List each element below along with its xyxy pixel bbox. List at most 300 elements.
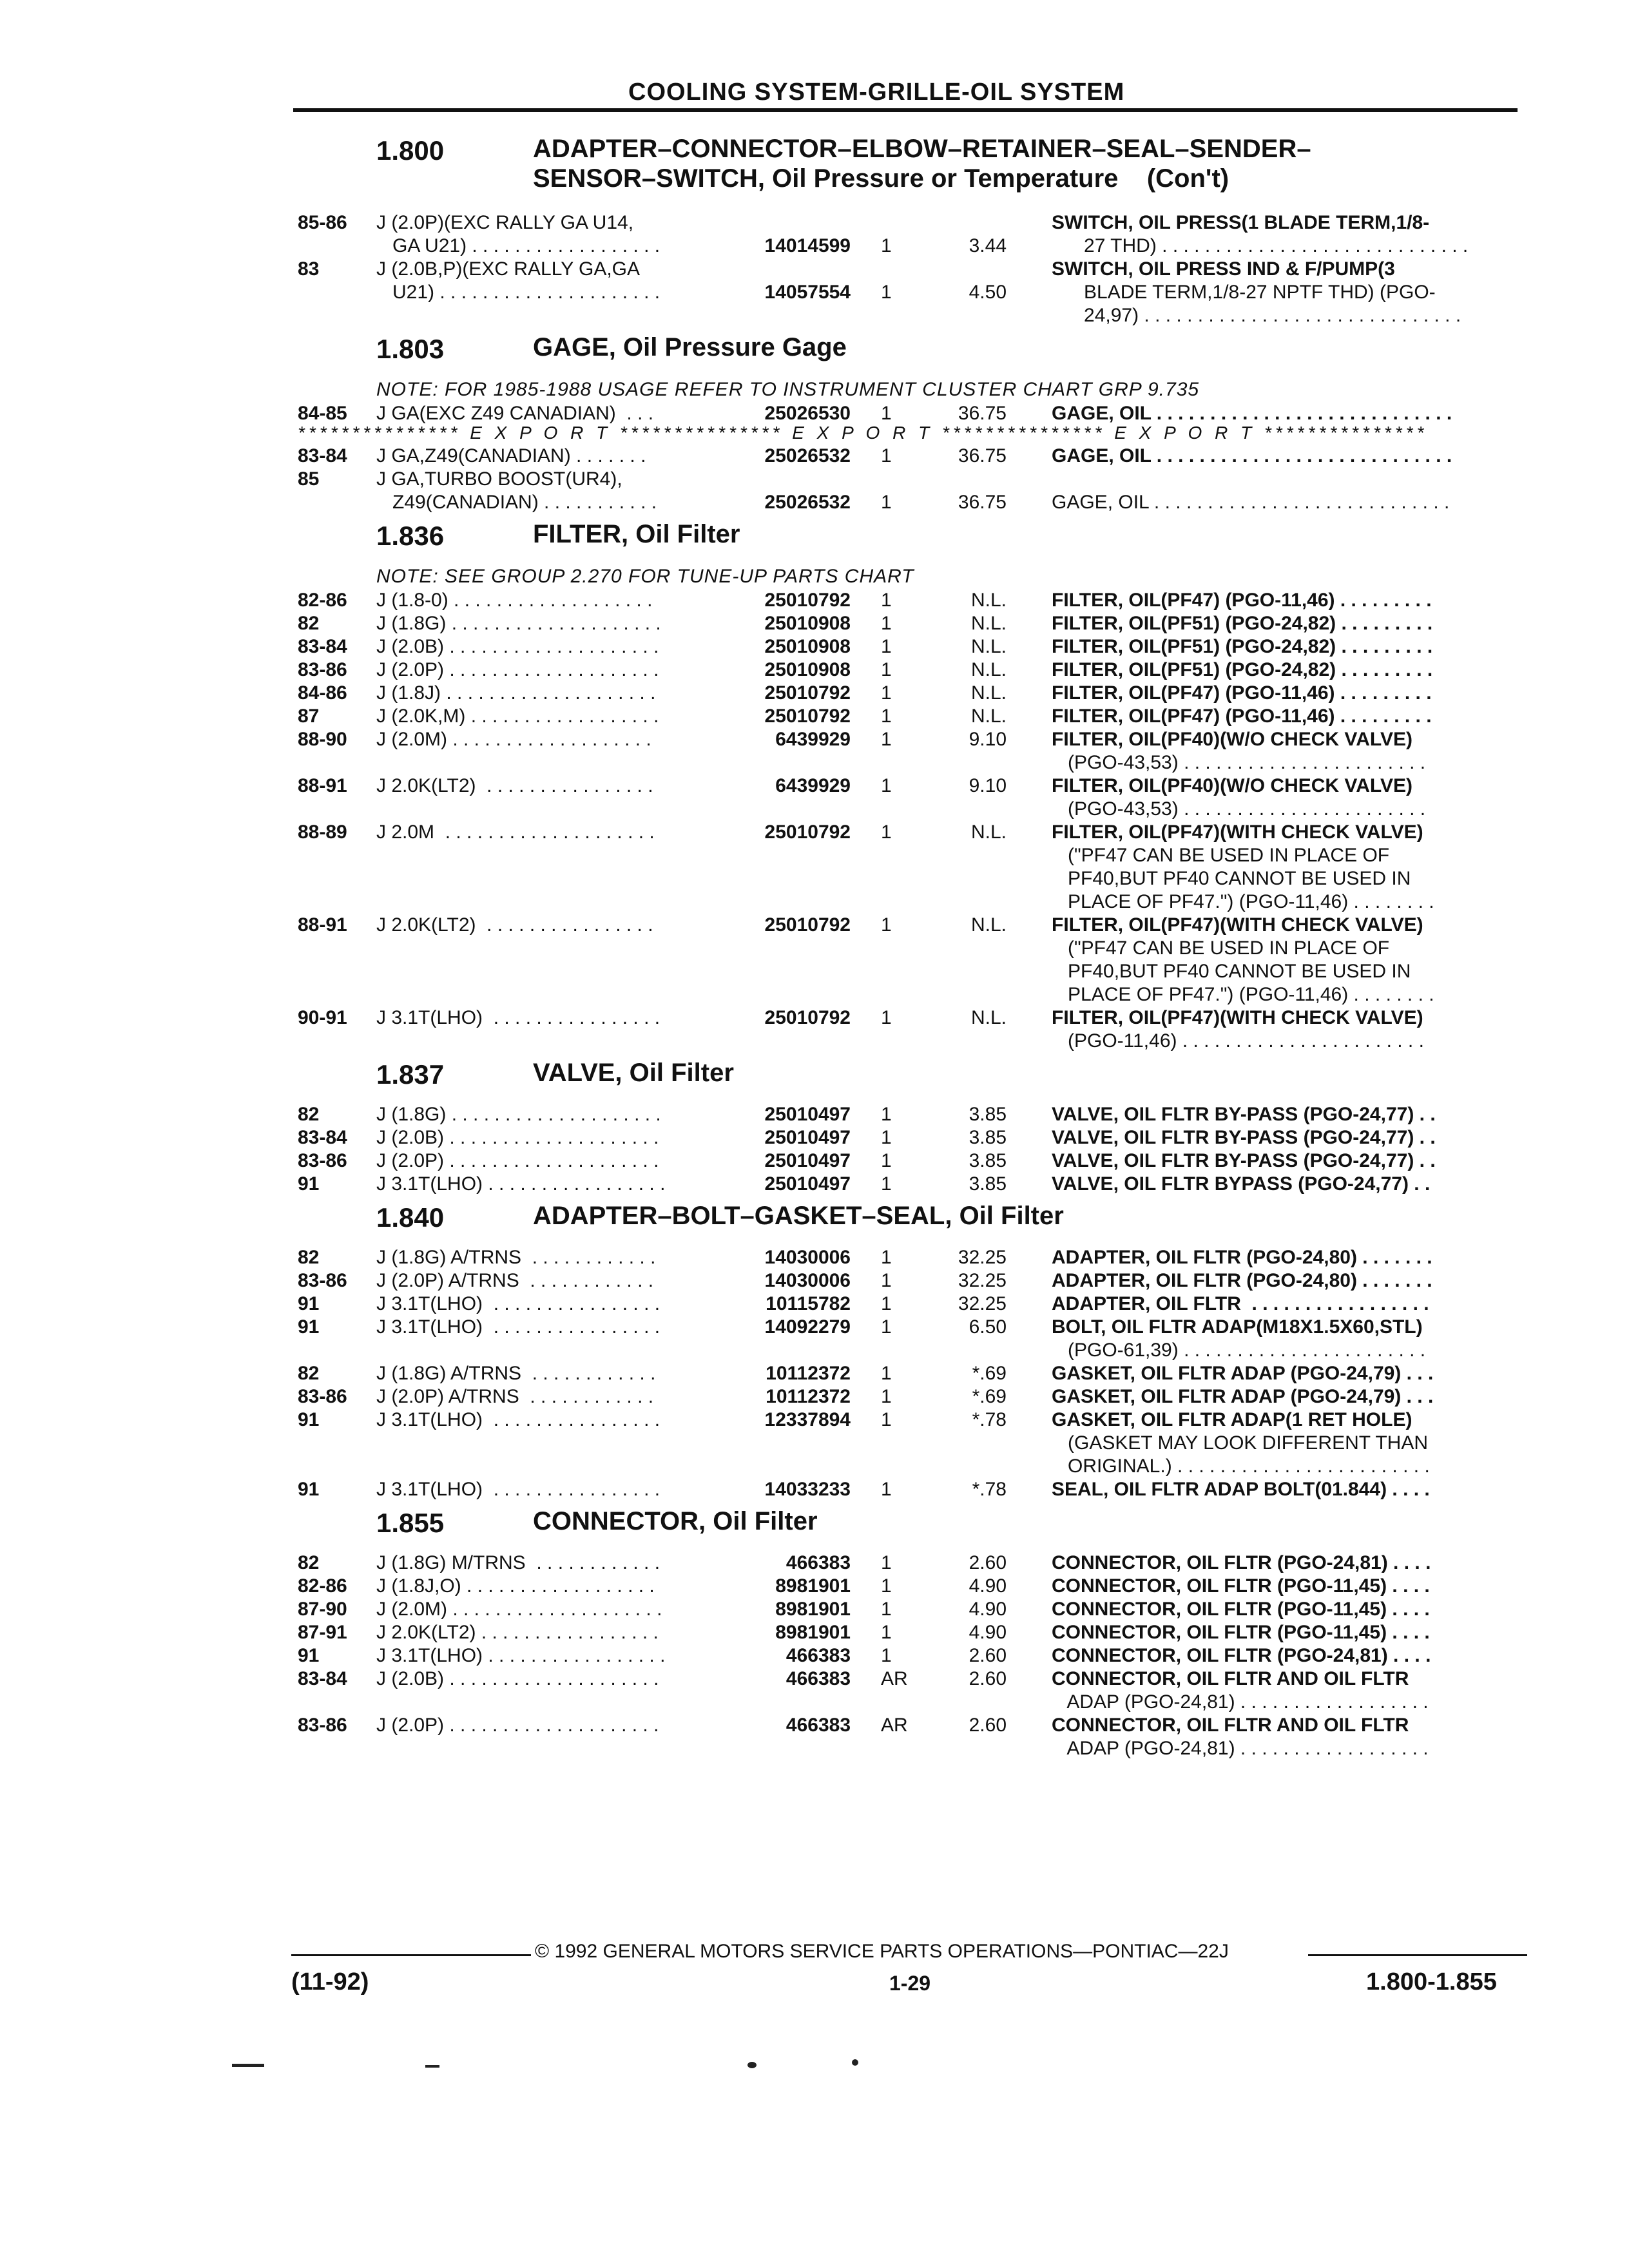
section-title-line: GAGE, Oil Pressure Gage [533,333,847,361]
section-title-line: CONNECTOR, Oil Filter [533,1507,818,1535]
description-line: CONNECTOR, OIL FLTR AND OIL FLTR [1052,1668,1409,1689]
model-year: 88-89 [298,822,347,843]
part-number: 8981901 [775,1575,851,1597]
description-line: SWITCH, OIL PRESS(1 BLADE TERM,1/8- [1052,212,1430,233]
quantity: 1 [881,1104,892,1125]
quantity: 1 [881,492,892,513]
model-line: J 2.0K(LT2) . . . . . . . . . . . . . . . . [376,775,653,796]
section-number: 1.800 [376,135,445,166]
price: 4.90 [969,1622,1007,1643]
part-number: 25010497 [764,1150,851,1171]
part-number: 8981901 [775,1599,851,1620]
description-line: ("PF47 CAN BE USED IN PLACE OF [1052,937,1390,959]
model-year: 82 [298,1363,320,1384]
table-row [298,1006,1528,1053]
part-number: 8981901 [775,1622,851,1643]
model-year: 83-84 [298,1668,347,1689]
part-description [1052,1478,1525,1501]
footer-revision: (11-92) [291,1968,369,1995]
section-title [533,134,1499,193]
price: *.78 [972,1479,1007,1500]
part-description [1052,1246,1525,1269]
table-row [298,658,1528,682]
description-line: ADAPTER, OIL FLTR (PGO-24,80) . . . . . . . [1052,1270,1432,1291]
model-line: J (1.8J,O) . . . . . . . . . . . . . . . . . . [376,1575,655,1597]
description-line: FILTER, OIL(PF51) (PGO-24,82) . . . . . . . . . [1052,659,1433,680]
footer-copyright: © 1992 GENERAL MOTORS SERVICE PARTS OPERATIONS—PONTIAC—22J [535,1941,1229,1962]
description-line: (PGO-43,53) . . . . . . . . . . . . . . . . . . . . . . . [1052,752,1426,773]
price: N.L. [970,613,1007,634]
description-line: CONNECTOR, OIL FLTR AND OIL FLTR [1052,1715,1409,1736]
price: *.69 [972,1386,1007,1407]
section-title [533,1201,1499,1231]
model-year: 83-86 [298,1150,347,1171]
quantity: 1 [881,1409,892,1430]
part-description [1052,402,1525,425]
part-number: 10115782 [766,1293,851,1314]
section-title-line: VALVE, Oil Filter [533,1059,734,1087]
description-line: FILTER, OIL(PF51) (PGO-24,82) . . . . . . . . . [1052,636,1433,657]
model-line: J (1.8G) M/TRNS . . . . . . . . . . . . [376,1552,660,1573]
table-row [298,1667,1528,1714]
description-line: CONNECTOR, OIL FLTR (PGO-24,81) . . . . [1052,1552,1431,1573]
description-line: FILTER, OIL(PF47) (PGO-11,46) . . . . . . . . . [1052,682,1432,704]
part-description [1052,1408,1525,1478]
quantity: 1 [881,1575,892,1597]
price: 4.50 [969,282,1007,303]
quantity: 1 [881,914,892,936]
price: 2.60 [969,1668,1007,1689]
model-line: J 3.1T(LHO) . . . . . . . . . . . . . . . . . [376,1173,666,1195]
price: *.78 [972,1409,1007,1430]
footer-rule-right [1308,1954,1527,1956]
table-row [298,1293,1528,1316]
table-row [298,589,1528,612]
table-row [298,1103,1528,1126]
model-year: 83-86 [298,1270,347,1291]
model-line: J 3.1T(LHO) . . . . . . . . . . . . . . . . [376,1007,660,1028]
description-line: VALVE, OIL FLTR BYPASS (PGO-24,77) . . [1052,1173,1431,1195]
table-row [298,914,1528,1006]
part-description [1052,1575,1525,1598]
price: 36.75 [958,492,1007,513]
description-line: GASKET, OIL FLTR ADAP (PGO-24,79) . . . [1052,1386,1434,1407]
table-row [298,612,1528,635]
quantity: 1 [881,1552,892,1573]
table-row [298,1575,1528,1598]
description-line: ADAPTER, OIL FLTR . . . . . . . . . . . . . . . . . [1052,1293,1429,1314]
description-line: FILTER, OIL(PF40)(W/O CHECK VALVE) [1052,775,1412,796]
part-description [1052,1103,1525,1126]
part-description [1052,1316,1525,1362]
scan-artifact [747,2062,757,2068]
price: N.L. [970,682,1007,704]
model-year: 83-84 [298,1127,347,1148]
quantity: 1 [881,1479,892,1500]
quantity: 1 [881,636,892,657]
footer-section-range: 1.800-1.855 [1366,1968,1497,1995]
quantity: AR [881,1668,908,1689]
price: 36.75 [958,403,1007,424]
description-line: GAGE, OIL . . . . . . . . . . . . . . . . . . . . . . . . . . . . [1052,403,1452,424]
description-line: (GASKET MAY LOOK DIFFERENT THAN [1052,1432,1429,1454]
part-description [1052,682,1525,705]
model-year: 84-85 [298,403,347,424]
price: N.L. [970,914,1007,936]
price: 9.10 [969,729,1007,750]
section-title [533,1058,1499,1088]
part-description [1052,658,1525,682]
part-description [1052,258,1525,327]
table-row [298,1621,1528,1644]
part-description [1052,1714,1525,1760]
description-line: CONNECTOR, OIL FLTR (PGO-24,81) . . . . [1052,1645,1431,1666]
part-number: 25010497 [764,1173,851,1195]
model-line: J (1.8G) A/TRNS . . . . . . . . . . . . [376,1363,656,1384]
price: 2.60 [969,1552,1007,1573]
model-year: 83-86 [298,1386,347,1407]
part-number: 25010792 [764,1007,851,1028]
quantity: 1 [881,1599,892,1620]
price: 4.90 [969,1575,1007,1597]
price: 2.60 [969,1715,1007,1736]
model-line: J 2.0M . . . . . . . . . . . . . . . . . . . . [376,822,655,843]
part-number: 25010792 [764,822,851,843]
part-number: 466383 [786,1668,851,1689]
description-line: FILTER, OIL(PF51) (PGO-24,82) . . . . . . . . . [1052,613,1433,634]
section-title-line: ADAPTER–CONNECTOR–ELBOW–RETAINER–SEAL–SENDER– [533,135,1311,163]
description-line: SEAL, OIL FLTR ADAP BOLT(01.844) . . . . [1052,1479,1430,1500]
quantity: 1 [881,1316,892,1338]
model-line: J (2.0P) . . . . . . . . . . . . . . . . . . . . [376,659,659,680]
model-year: 91 [298,1645,320,1666]
part-number: 25010497 [764,1104,851,1125]
table-row [298,682,1528,705]
part-description [1052,468,1525,514]
table-row [298,258,1528,327]
table-row [298,445,1528,468]
table-row [298,1714,1528,1760]
description-line: ORIGINAL.) . . . . . . . . . . . . . . . . . . . . . . . . [1052,1456,1430,1477]
part-number: 10112372 [766,1386,851,1407]
table-row [298,1173,1528,1196]
part-description [1052,1149,1525,1173]
section-title [533,332,1499,362]
description-line: CONNECTOR, OIL FLTR (PGO-11,45) . . . . [1052,1599,1430,1620]
model-line: J (2.0B) . . . . . . . . . . . . . . . . . . . . [376,1127,659,1148]
model-year: 84-86 [298,682,347,704]
description-line: CONNECTOR, OIL FLTR (PGO-11,45) . . . . [1052,1575,1430,1597]
quantity: 1 [881,1007,892,1028]
part-number: 6439929 [775,729,851,750]
table-row [298,1362,1528,1385]
model-year: 82-86 [298,590,347,611]
price: N.L. [970,590,1007,611]
part-description [1052,1006,1525,1053]
description-line: PF40,BUT PF40 CANNOT BE USED IN [1052,961,1411,982]
model-line: J (2.0P) A/TRNS . . . . . . . . . . . . [376,1270,654,1291]
description-line: GASKET, OIL FLTR ADAP (PGO-24,79) . . . [1052,1363,1434,1384]
section-title [533,1506,1499,1536]
price: 32.25 [958,1247,1007,1268]
section-note: NOTE: SEE GROUP 2.270 FOR TUNE-UP PARTS CHART [376,566,914,587]
part-number: 25026532 [764,492,851,513]
part-number: 14030006 [764,1247,851,1268]
export-divider: *************** E X P O R T *************** E X P O R T *************** E X P O R T *************** [298,425,1428,443]
model-line: J (2.0B,P)(EXC RALLY GA,GA [376,258,641,280]
model-year: 88-90 [298,729,347,750]
description-line: PF40,BUT PF40 CANNOT BE USED IN [1052,868,1411,889]
description-line: GAGE, OIL . . . . . . . . . . . . . . . . . . . . . . . . . . . . [1052,492,1450,513]
part-description [1052,914,1525,1006]
description-line: GASKET, OIL FLTR ADAP(1 RET HOLE) [1052,1409,1412,1430]
quantity: 1 [881,613,892,634]
section-note: NOTE: FOR 1985-1988 USAGE REFER TO INSTRUMENT CLUSTER CHART GRP 9.735 [376,379,1200,400]
model-line: J (2.0B) . . . . . . . . . . . . . . . . . . . . [376,1668,659,1689]
quantity: 1 [881,235,892,256]
model-year: 82 [298,1104,320,1125]
section-header [298,129,1528,211]
table-row [298,1126,1528,1149]
model-line: J GA(EXC Z49 CANADIAN) . . . [376,403,654,424]
model-line: J GA,TURBO BOOST(UR4), [376,468,622,490]
model-line: J GA,Z49(CANADIAN) . . . . . . . [376,445,646,466]
model-line: J 3.1T(LHO) . . . . . . . . . . . . . . . . . [376,1645,666,1666]
part-description [1052,1598,1525,1621]
footer-page-number: 1-29 [889,1972,931,1995]
table-row [298,468,1528,514]
model-year: 87-90 [298,1599,347,1620]
table-row [298,1385,1528,1408]
table-row [298,705,1528,728]
model-line: J 2.0K(LT2) . . . . . . . . . . . . . . . . . [376,1622,659,1643]
part-number: 25010908 [764,613,851,634]
part-description [1052,1644,1525,1667]
footer-rule-left [291,1954,531,1956]
description-line: ADAP (PGO-24,81) . . . . . . . . . . . . . . . . . . [1052,1738,1429,1759]
model-line: J (2.0B) . . . . . . . . . . . . . . . . . . . . [376,636,659,657]
part-number: 6439929 [775,775,851,796]
quantity: 1 [881,1363,892,1384]
model-year: 88-91 [298,914,347,936]
section-header [298,514,1528,564]
quantity: 1 [881,1247,892,1268]
part-description [1052,821,1525,914]
section-title-line: FILTER, Oil Filter [533,520,740,548]
quantity: 1 [881,1622,892,1643]
header-rule [293,108,1518,112]
part-number: 25010792 [764,682,851,704]
part-description [1052,589,1525,612]
table-row [298,1598,1528,1621]
price: 3.85 [969,1127,1007,1148]
section-header [298,1501,1528,1552]
table-row [298,1269,1528,1293]
quantity: 1 [881,1645,892,1666]
part-number: 14033233 [764,1479,851,1500]
price: 32.25 [958,1293,1007,1314]
description-line: ("PF47 CAN BE USED IN PLACE OF [1052,845,1390,866]
table-row [298,402,1528,425]
part-description [1052,1126,1525,1149]
price: 32.25 [958,1270,1007,1291]
scan-artifact [852,2059,858,2066]
quantity: 1 [881,1293,892,1314]
model-year: 91 [298,1409,320,1430]
price: 2.60 [969,1645,1007,1666]
description-line: FILTER, OIL(PF47)(WITH CHECK VALVE) [1052,914,1423,936]
part-description [1052,1173,1525,1196]
price: N.L. [970,1007,1007,1028]
model-line: J (2.0P)(EXC RALLY GA U14, [376,212,634,233]
part-number: 25026530 [764,403,851,424]
part-number: 25026532 [764,445,851,466]
part-number: 25010792 [764,590,851,611]
description-line: PLACE OF PF47.") (PGO-11,46) . . . . . . . . [1052,891,1434,912]
part-description [1052,445,1525,468]
quantity: 1 [881,1173,892,1195]
description-line: FILTER, OIL(PF47) (PGO-11,46) . . . . . . . . . [1052,590,1432,611]
part-number: 25010497 [764,1127,851,1148]
model-year: 83-84 [298,445,347,466]
section-title-line: ADAPTER–BOLT–GASKET–SEAL, Oil Filter [533,1202,1064,1230]
quantity: 1 [881,1270,892,1291]
part-number: 25010792 [764,914,851,936]
model-line: J 3.1T(LHO) . . . . . . . . . . . . . . . . [376,1293,660,1314]
model-year: 91 [298,1316,320,1338]
section-title [533,519,1499,549]
quantity: 1 [881,1386,892,1407]
part-number: 466383 [786,1552,851,1573]
model-line: J (2.0M) . . . . . . . . . . . . . . . . . . . . [376,1599,662,1620]
model-line: J (1.8G) . . . . . . . . . . . . . . . . . . . . [376,613,661,634]
description-line: 24,97) . . . . . . . . . . . . . . . . . . . . . . . . . . . . . . [1052,305,1461,326]
part-description [1052,728,1525,774]
model-line: J (1.8J) . . . . . . . . . . . . . . . . . . . . [376,682,656,704]
quantity: 1 [881,403,892,424]
quantity: AR [881,1715,908,1736]
part-number: 10112372 [766,1363,851,1384]
table-row [298,1552,1528,1575]
model-line: J (2.0P) A/TRNS . . . . . . . . . . . . [376,1386,654,1407]
parts-catalog-body [298,129,1528,1760]
model-line: J (1.8-0) . . . . . . . . . . . . . . . . . . . [376,590,653,611]
part-number: 25010908 [764,659,851,680]
description-line: FILTER, OIL(PF47)(WITH CHECK VALVE) [1052,822,1423,843]
price: *.69 [972,1363,1007,1384]
model-year: 91 [298,1479,320,1500]
part-description [1052,705,1525,728]
section-number: 1.803 [376,334,445,364]
table-row [298,211,1528,258]
model-year: 82 [298,1552,320,1573]
part-number: 466383 [786,1645,851,1666]
part-description [1052,211,1525,258]
part-number: 14092279 [764,1316,851,1338]
model-line: J 3.1T(LHO) . . . . . . . . . . . . . . . . [376,1316,660,1338]
description-line: FILTER, OIL(PF47) (PGO-11,46) . . . . . . . . . [1052,706,1432,727]
model-line: J 2.0K(LT2) . . . . . . . . . . . . . . . . [376,914,653,936]
description-line: VALVE, OIL FLTR BY-PASS (PGO-24,77) . . [1052,1127,1436,1148]
description-line: (PGO-61,39) . . . . . . . . . . . . . . . . . . . . . . . [1052,1340,1426,1361]
model-year: 91 [298,1173,320,1195]
description-line: SWITCH, OIL PRESS IND & F/PUMP(3 [1052,258,1395,280]
model-line: J (2.0P) . . . . . . . . . . . . . . . . . . . . [376,1150,659,1171]
table-row [298,1644,1528,1667]
quantity: 1 [881,282,892,303]
part-description [1052,774,1525,821]
price: 3.85 [969,1150,1007,1171]
quantity: 1 [881,445,892,466]
price: 3.85 [969,1173,1007,1195]
model-year: 82-86 [298,1575,347,1597]
quantity: 1 [881,729,892,750]
part-description [1052,635,1525,658]
part-number: 14014599 [764,235,851,256]
description-line: ADAP (PGO-24,81) . . . . . . . . . . . . . . . . . . [1052,1691,1429,1713]
quantity: 1 [881,590,892,611]
part-number: 14030006 [764,1270,851,1291]
model-year: 83-86 [298,1715,347,1736]
model-year: 82 [298,1247,320,1268]
model-line: Z49(CANADIAN) . . . . . . . . . . . [376,492,657,513]
model-line: J 3.1T(LHO) . . . . . . . . . . . . . . . . [376,1409,660,1430]
part-number: 25010908 [764,636,851,657]
model-year: 82 [298,613,320,634]
section-number: 1.855 [376,1508,445,1538]
model-year: 87 [298,706,320,727]
description-line: VALVE, OIL FLTR BY-PASS (PGO-24,77) . . [1052,1150,1436,1171]
part-description [1052,1385,1525,1408]
table-row [298,728,1528,774]
price: N.L. [970,706,1007,727]
model-year: 83-86 [298,659,347,680]
part-number: 14057554 [764,282,851,303]
table-row [298,774,1528,821]
quantity: 1 [881,1150,892,1171]
description-line: (PGO-43,53) . . . . . . . . . . . . . . . . . . . . . . . [1052,798,1426,820]
price: 9.10 [969,775,1007,796]
description-line: FILTER, OIL(PF47)(WITH CHECK VALVE) [1052,1007,1423,1028]
section-header [298,1196,1528,1246]
part-number: 12337894 [764,1409,851,1430]
page-header [293,0,1518,113]
description-line: ADAPTER, OIL FLTR (PGO-24,80) . . . . . . . [1052,1247,1432,1268]
price: 4.90 [969,1599,1007,1620]
part-description [1052,1362,1525,1385]
section-title-line: SENSOR–SWITCH, Oil Pressure or Temperature (Con't) [533,164,1229,193]
page-title: COOLING SYSTEM-GRILLE-OIL SYSTEM [628,79,1125,106]
description-line: (PGO-11,46) . . . . . . . . . . . . . . . . . . . . . . . [1052,1030,1424,1052]
description-line: BLADE TERM,1/8-27 NPTF THD) (PGO- [1052,282,1436,303]
price: N.L. [970,636,1007,657]
part-description [1052,1667,1525,1714]
quantity: 1 [881,682,892,704]
table-row [298,1408,1528,1478]
part-description [1052,612,1525,635]
part-description [1052,1552,1525,1575]
description-line: 27 THD) . . . . . . . . . . . . . . . . . . . . . . . . . . . . . [1052,235,1469,256]
table-row [298,635,1528,658]
part-description [1052,1269,1525,1293]
section-number: 1.840 [376,1202,445,1233]
quantity: 1 [881,659,892,680]
section-number: 1.836 [376,521,445,551]
model-line: J (2.0M) . . . . . . . . . . . . . . . . . . . [376,729,651,750]
description-line: CONNECTOR, OIL FLTR (PGO-11,45) . . . . [1052,1622,1430,1643]
model-year: 83 [298,258,320,280]
model-year: 85 [298,468,320,490]
